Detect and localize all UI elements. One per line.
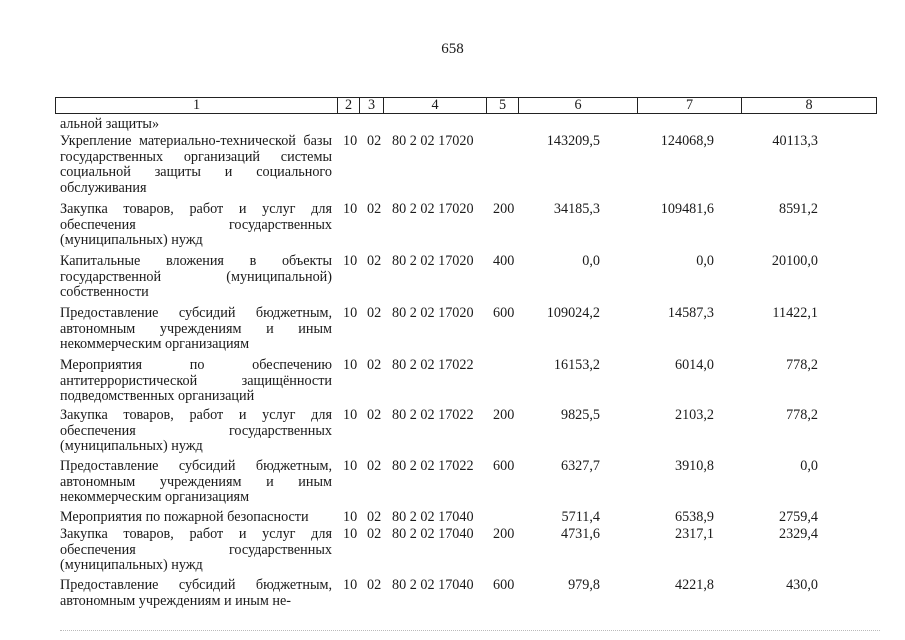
row-target-code: 80 2 02 17040 bbox=[392, 526, 474, 542]
row-subsection: 02 bbox=[367, 357, 382, 373]
row-value-6: 979,8 bbox=[568, 577, 600, 593]
row-subsection: 02 bbox=[367, 305, 382, 321]
row-value-8: 40113,3 bbox=[772, 133, 818, 149]
row-name: Капитальные вложения в объекты государственной (муниципальной) собственности bbox=[60, 253, 332, 301]
row-value-6: 6327,7 bbox=[560, 458, 600, 474]
row-section: 10 bbox=[343, 458, 358, 474]
row-value-7: 6538,9 bbox=[674, 509, 714, 525]
row-target-code: 80 2 02 17022 bbox=[392, 357, 474, 373]
row-name: Закупка товаров, работ и услуг для обеспечения государственных (муниципальных) нужд bbox=[60, 526, 332, 574]
row-section: 10 bbox=[343, 357, 358, 373]
row-value-7: 2103,2 bbox=[674, 407, 714, 423]
row-target-code: 80 2 02 17020 bbox=[392, 253, 474, 269]
row-value-7: 0,0 bbox=[696, 253, 714, 269]
row-value-6: 34185,3 bbox=[553, 201, 600, 217]
row-expense-type: 600 bbox=[493, 305, 515, 321]
row-value-7: 3910,8 bbox=[674, 458, 714, 474]
row-target-code: 80 2 02 17020 bbox=[392, 305, 474, 321]
row-name: Предоставление субсидий бюджетным, автономным учреждениям и иным некоммерческим организациям bbox=[60, 305, 332, 353]
header-col-5: 5 bbox=[487, 98, 519, 113]
row-value-8: 8591,2 bbox=[778, 201, 818, 217]
row-value-8: 778,2 bbox=[786, 357, 818, 373]
row-section: 10 bbox=[343, 201, 358, 217]
row-value-7: 124068,9 bbox=[660, 133, 714, 149]
row-value-6: 5711,4 bbox=[561, 509, 600, 525]
row-section: 10 bbox=[343, 509, 358, 525]
row-expense-type: 600 bbox=[493, 577, 515, 593]
row-section: 10 bbox=[343, 253, 358, 269]
row-name: Мероприятия по пожарной безопасности bbox=[60, 509, 309, 525]
row-expense-type: 400 bbox=[493, 253, 515, 269]
row-name: Предоставление субсидий бюджетным, автономным учреждениям и иным не- bbox=[60, 577, 332, 609]
row-target-code: 80 2 02 17022 bbox=[392, 407, 474, 423]
row-expense-type: 600 bbox=[493, 458, 515, 474]
header-col-8: 8 bbox=[805, 97, 813, 113]
row-name: Закупка товаров, работ и услуг для обеспечения государственных (муниципальных) нужд bbox=[60, 201, 332, 249]
row-section: 10 bbox=[343, 577, 358, 593]
row-expense-type: 200 bbox=[493, 526, 515, 542]
row-value-6: 0,0 bbox=[582, 253, 600, 269]
row-subsection: 02 bbox=[367, 458, 382, 474]
row-value-8: 778,2 bbox=[786, 407, 818, 423]
row-subsection: 02 bbox=[367, 509, 382, 525]
row-target-code: 80 2 02 17040 bbox=[392, 509, 474, 525]
row-value-8: 20100,0 bbox=[771, 253, 818, 269]
row-value-7: 14587,3 bbox=[667, 305, 714, 321]
row-subsection: 02 bbox=[367, 526, 382, 542]
row-section: 10 bbox=[343, 305, 358, 321]
row-section: 10 bbox=[343, 407, 358, 423]
row-target-code: 80 2 02 17022 bbox=[392, 458, 474, 474]
row-target-code: 80 2 02 17020 bbox=[392, 133, 474, 149]
header-col-1: 1 bbox=[56, 98, 338, 113]
header-col-4: 4 bbox=[384, 98, 487, 113]
row-target-code: 80 2 02 17040 bbox=[392, 577, 474, 593]
row-value-6: 4731,6 bbox=[560, 526, 600, 542]
row-section: 10 bbox=[343, 133, 358, 149]
carry-over-text: альной защиты» bbox=[60, 116, 160, 132]
row-subsection: 02 bbox=[367, 201, 382, 217]
row-value-8: 2329,4 bbox=[778, 526, 818, 542]
row-value-8: 11422,1 bbox=[772, 305, 818, 321]
row-subsection: 02 bbox=[367, 407, 382, 423]
row-value-8: 2759,4 bbox=[778, 509, 818, 525]
row-value-8: 0,0 bbox=[800, 458, 818, 474]
header-col-2: 2 bbox=[338, 98, 360, 113]
row-value-7: 2317,1 bbox=[674, 526, 714, 542]
row-value-8: 430,0 bbox=[786, 577, 818, 593]
row-value-7: 6014,0 bbox=[674, 357, 714, 373]
row-subsection: 02 bbox=[367, 133, 382, 149]
header-col-3: 3 bbox=[360, 98, 384, 113]
row-subsection: 02 bbox=[367, 577, 382, 593]
row-expense-type: 200 bbox=[493, 201, 515, 217]
header-col-7: 7 bbox=[638, 98, 742, 113]
row-value-6: 109024,2 bbox=[546, 305, 600, 321]
scan-edge-divider bbox=[60, 630, 880, 633]
row-section: 10 bbox=[343, 526, 358, 542]
row-subsection: 02 bbox=[367, 253, 382, 269]
row-name: Укрепление материально-технической базы государственных организаций системы социальной защиты и социального обслуживания bbox=[60, 133, 332, 196]
page-number: 658 bbox=[441, 41, 464, 57]
row-name: Предоставление субсидий бюджетным, автономным учреждениям и иным некоммерческим организациям bbox=[60, 458, 332, 506]
row-name: Мероприятия по обеспечению антитеррористической защищённости подведомственных организаций bbox=[60, 357, 332, 405]
row-expense-type: 200 bbox=[493, 407, 515, 423]
row-value-6: 143209,5 bbox=[546, 133, 600, 149]
table-header bbox=[55, 97, 877, 114]
row-name: Закупка товаров, работ и услуг для обеспечения государственных (муниципальных) нужд bbox=[60, 407, 332, 455]
header-col-6: 6 bbox=[519, 98, 638, 113]
row-value-6: 9825,5 bbox=[560, 407, 600, 423]
row-value-7: 109481,6 bbox=[660, 201, 714, 217]
row-value-7: 4221,8 bbox=[674, 577, 714, 593]
row-target-code: 80 2 02 17020 bbox=[392, 201, 474, 217]
row-value-6: 16153,2 bbox=[553, 357, 600, 373]
